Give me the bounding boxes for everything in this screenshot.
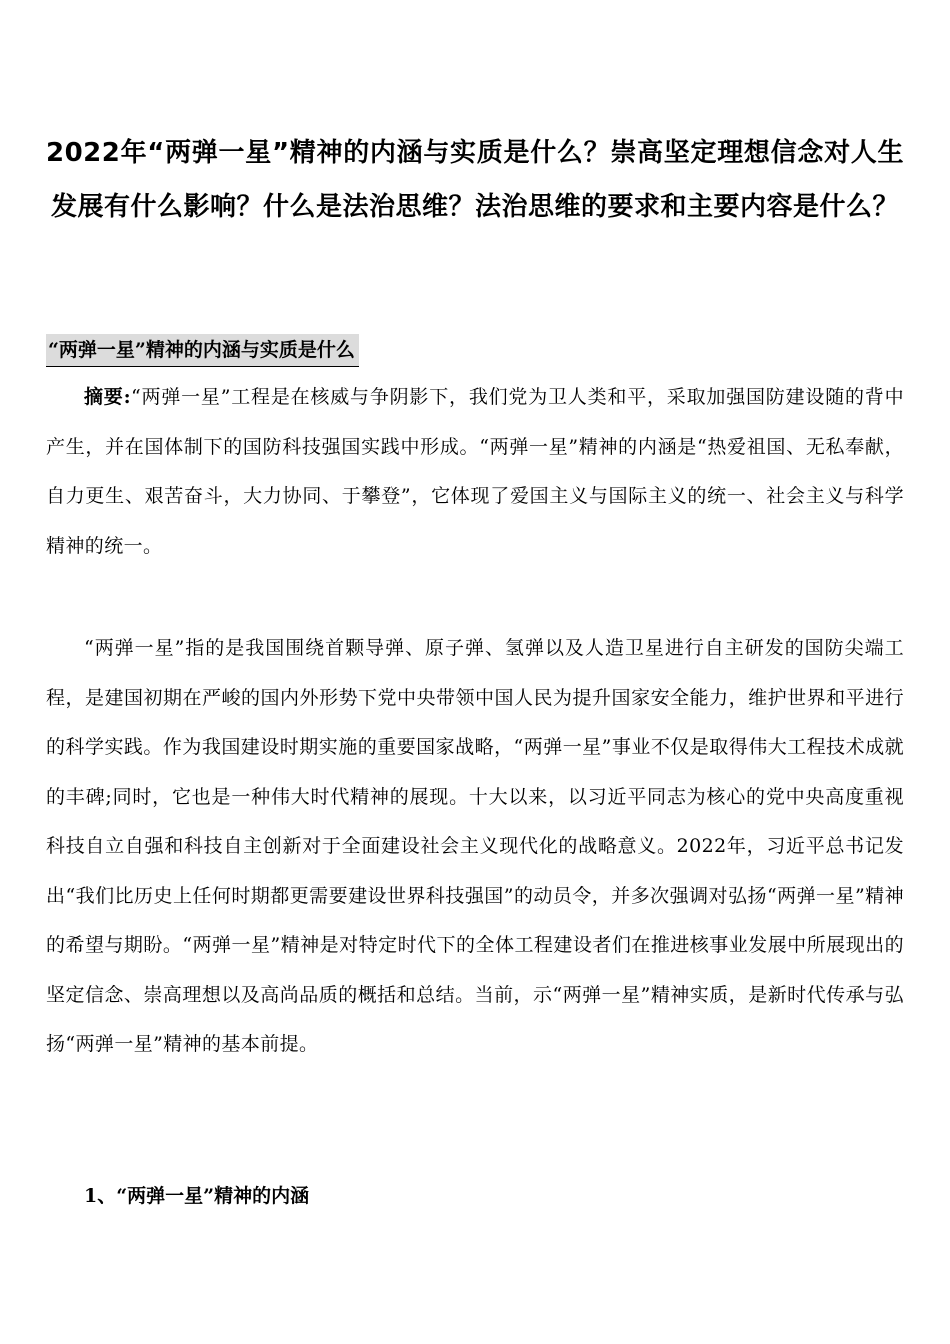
document-title: 2022年“两弹一星”精神的内涵与实质是什么？崇高坚定理想信念对人生发展有什么影响？什么是法治思维？法治思维的要求和主要内容是什么？: [46, 138, 904, 222]
body-paragraph: “两弹一星”指的是我国围绕首颗导弹、原子弹、氢弹以及人造卫星进行自主研发的国防尖端工程，是建国初期在严峻的国内外形势下党中央带领中国人民为提升国家安全能力，维护世界和平进行的科学实践。作为我国建设时期实施的重要国家战略，“两弹一星”事业不仅是取得伟大工程技术成就的丰碑;同时，它也是一种伟大时代精神的展现。十大以来，以习近平同志为核心的党中央高度重视科技自立自强和科技自主创新对于全面建设社会主义现代化的战略意义。2022年，习近平总书记发出“我们比历史上任何时期都更需要建设世界科技强国”的动员令，并多次强调对弘扬“两弹一星”精神的希望与期盼。“两弹一星”精神是对特定时代下的全体工程建设者们在推进核事业发展中所展现出的坚定信念、崇高理想以及高尚品质的概括和总结。当前，示“两弹一星”精神实质，是新时代传承与弘扬“两弹一星”精神的基本前提。: [46, 637, 904, 1055]
section-heading: “两弹一星”精神的内涵与实质是什么: [46, 334, 359, 367]
abstract-paragraph: [46, 373, 904, 571]
abstract-label: 摘要:: [84, 386, 132, 408]
subheading: 1、“两弹一星”精神的内涵: [84, 1185, 310, 1207]
abstract-text: “两弹一星”工程是在核威与争阴影下，我们党为卫人类和平，采取加强国防建设随的背中产生，并在国体制下的国防科技强国实践中形成。“两弹一星”精神的内涵是“热爱祖国、无私奉献，自力更生、艰苦奋斗，大力协同、于攀登”，它体现了爱国主义与国际主义的统一、社会主义与科学精神的统一。: [46, 386, 904, 557]
